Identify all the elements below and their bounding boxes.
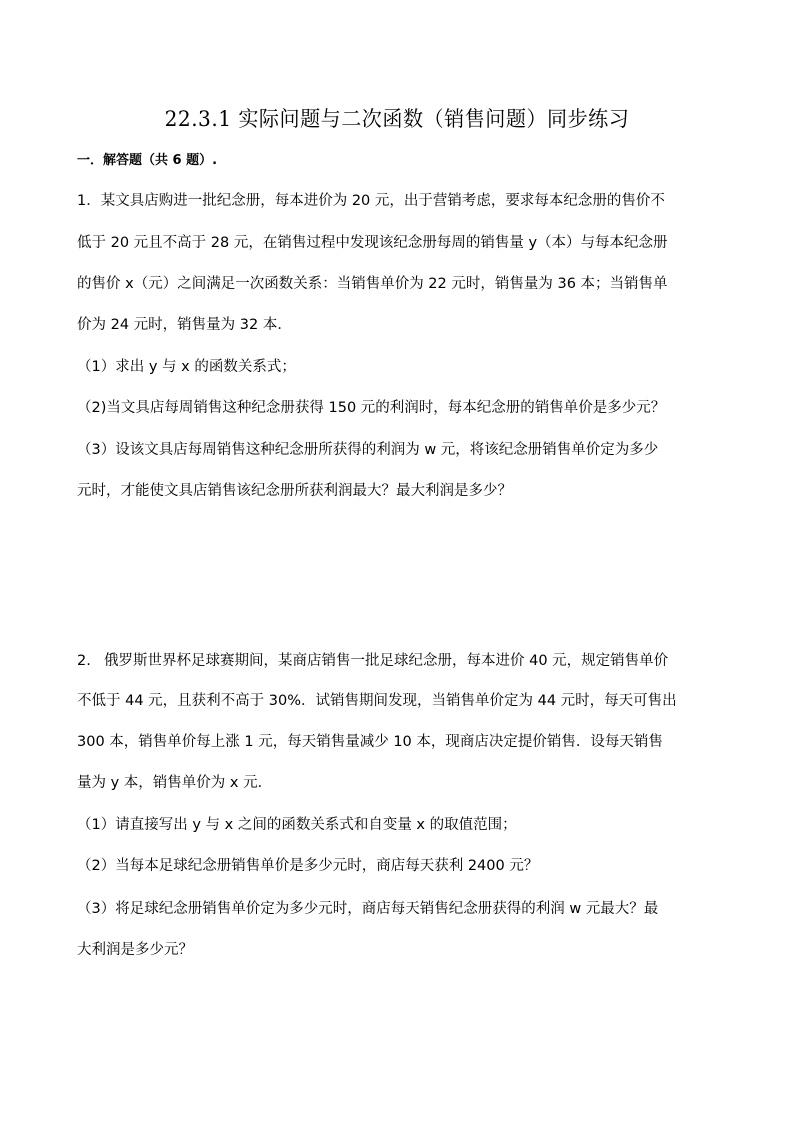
problem-2-part-3-line-2: 大利润是多少元？ xyxy=(77,942,193,958)
problem-2-part-2: （2）当每本足球纪念册销售单价是多少元时，商店每天获利 2400 元？ xyxy=(77,858,539,874)
problem-1-part-3-line-2: 元时，才能使文具店销售该纪念册所获利润最大？最大利润是多少？ xyxy=(77,483,512,499)
problem-1-part-2: （2)当文具店每周销售这种纪念册获得 150 元的利润时，每本纪念册的销售单价是多少元？ xyxy=(77,400,666,416)
problem-2-number: 2. xyxy=(77,653,91,669)
problem-2-part-1: （1）请直接写出 y 与 x 之间的函数关系式和自变量 x 的取值范围； xyxy=(77,817,517,833)
problem-2-part-3-line-1: （3）将足球纪念册销售单价定为多少元时，商店每天销售纪念册获得的利润 w 元最大？最 xyxy=(77,901,659,917)
problem-1-line-2: 低于 20 元且不高于 28 元，在销售过程中发现该纪念册每周的销售量 y（本）与每本纪念册 xyxy=(77,235,668,251)
problem-2-line-1 xyxy=(77,650,668,672)
problem-1-line-4: 价为 24 元时，销售量为 32 本． xyxy=(77,317,292,333)
problem-1-line-1: 1．某文具店购进一批纪念册，每本进价为 20 元，出于营销考虑，要求每本纪念册的售价不 xyxy=(77,193,665,209)
problem-2-line-3: 300 本，销售单价每上涨 1 元，每天销售量减少 10 本，现商店决定提价销售．设每天销售 xyxy=(77,734,663,750)
problem-2-line-2: 不低于 44 元，且获利不高于 30%．试销售期间发现，当销售单价定为 44 元时，每天可售出 xyxy=(77,693,677,709)
problem-1-line-3: 的售价 x（元）之间满足一次函数关系：当销售单价为 22 元时，销售量为 36 本；当销售单 xyxy=(77,276,668,292)
section-heading: 一．解答题（共 6 题）. xyxy=(77,153,218,168)
problem-2-line-1-text: 俄罗斯世界杯足球赛期间，某商店销售一批足球纪念册，每本进价 40 元，规定销售单价 xyxy=(104,653,669,669)
problem-1-part-1: （1）求出 y 与 x 的函数关系式； xyxy=(77,359,296,375)
problem-2-line-4: 量为 y 本，销售单价为 x 元． xyxy=(77,775,273,791)
page-title: 22.3.1 实际问题与二次函数（销售问题）同步练习 xyxy=(164,107,630,131)
problem-1-part-3-line-1: （3）设该文具店每周销售这种纪念册所获得的利润为 w 元，将该纪念册销售单价定为多少 xyxy=(77,442,659,458)
